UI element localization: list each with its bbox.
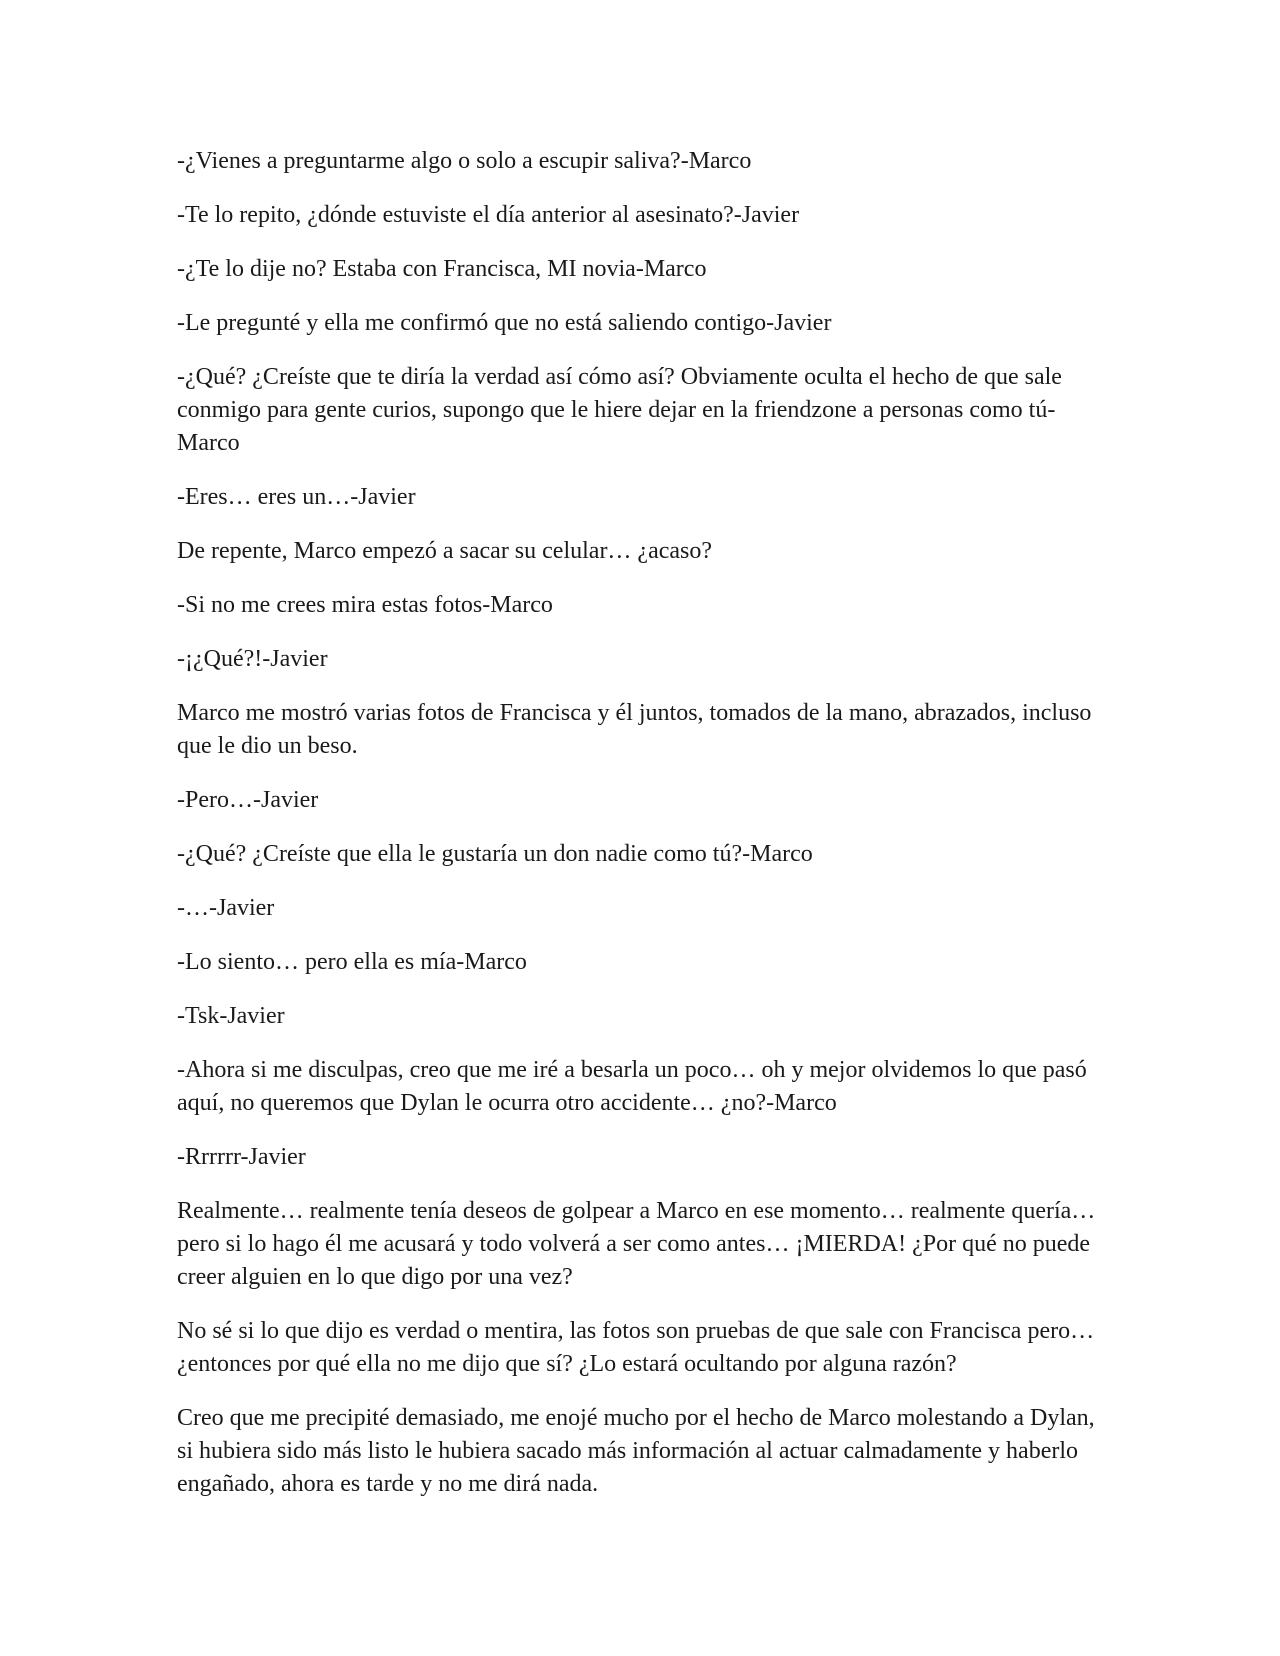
document-body [177, 145, 1107, 1522]
paragraph: -Le pregunté y ella me confirmó que no está saliendo contigo-Javier [177, 310, 832, 336]
paragraph: -¡¿Qué?!-Javier [177, 646, 328, 672]
paragraph: -Pero…-Javier [177, 787, 319, 813]
paragraph: -Rrrrrr-Javier [177, 1144, 306, 1170]
paragraph: No sé si lo que dijo es verdad o mentira, las fotos son pruebas de que sale con Francisca pero… ¿entonces por qué ella no me dijo que sí? ¿Lo estará ocultando por alguna razón? [177, 1318, 1095, 1377]
paragraph: De repente, Marco empezó a sacar su celular… ¿acaso? [177, 538, 713, 564]
paragraph: -Tsk-Javier [177, 1003, 285, 1029]
paragraph: Creo que me precipité demasiado, me enojé mucho por el hecho de Marco molestando a Dylan, si hubiera sido más listo le hubiera sacado más información al actuar calmadamente y haberlo engañado, ahora es tarde y no me dirá nada. [177, 1405, 1095, 1497]
paragraph: -Ahora si me disculpas, creo que me iré a besarla un poco… oh y mejor olvidemos lo que pasó aquí, no queremos que Dylan le ocurra otro accidente… ¿no?-Marco [177, 1057, 1087, 1116]
paragraph: -Lo siento… pero ella es mía-Marco [177, 949, 527, 975]
paragraph: -¿Vienes a preguntarme algo o solo a escupir saliva?-Marco [177, 148, 752, 174]
paragraph: Marco me mostró varias fotos de Francisca y él juntos, tomados de la mano, abrazados, incluso que le dio un beso. [177, 700, 1092, 759]
paragraph: -Eres… eres un…-Javier [177, 484, 416, 510]
paragraph: -¿Qué? ¿Creíste que ella le gustaría un don nadie como tú?-Marco [177, 841, 813, 867]
paragraph: -Te lo repito, ¿dónde estuviste el día anterior al asesinato?-Javier [177, 202, 800, 228]
paragraph: -¿Te lo dije no? Estaba con Francisca, MI novia-Marco [177, 256, 707, 282]
paragraph: -¿Qué? ¿Creíste que te diría la verdad así cómo así? Obviamente oculta el hecho de que sale conmigo para gente curios, supongo que le hiere dejar en la friendzone a personas como tú-Marco [177, 364, 1062, 456]
paragraph: -Si no me crees mira estas fotos-Marco [177, 592, 553, 618]
paragraph: -…-Javier [177, 895, 275, 921]
paragraph: Realmente… realmente tenía deseos de golpear a Marco en ese momento… realmente quería… pero si lo hago él me acusará y todo volverá a ser como antes… ¡MIERDA! ¿Por qué no puede creer alguien en lo que digo por una vez? [177, 1198, 1096, 1290]
